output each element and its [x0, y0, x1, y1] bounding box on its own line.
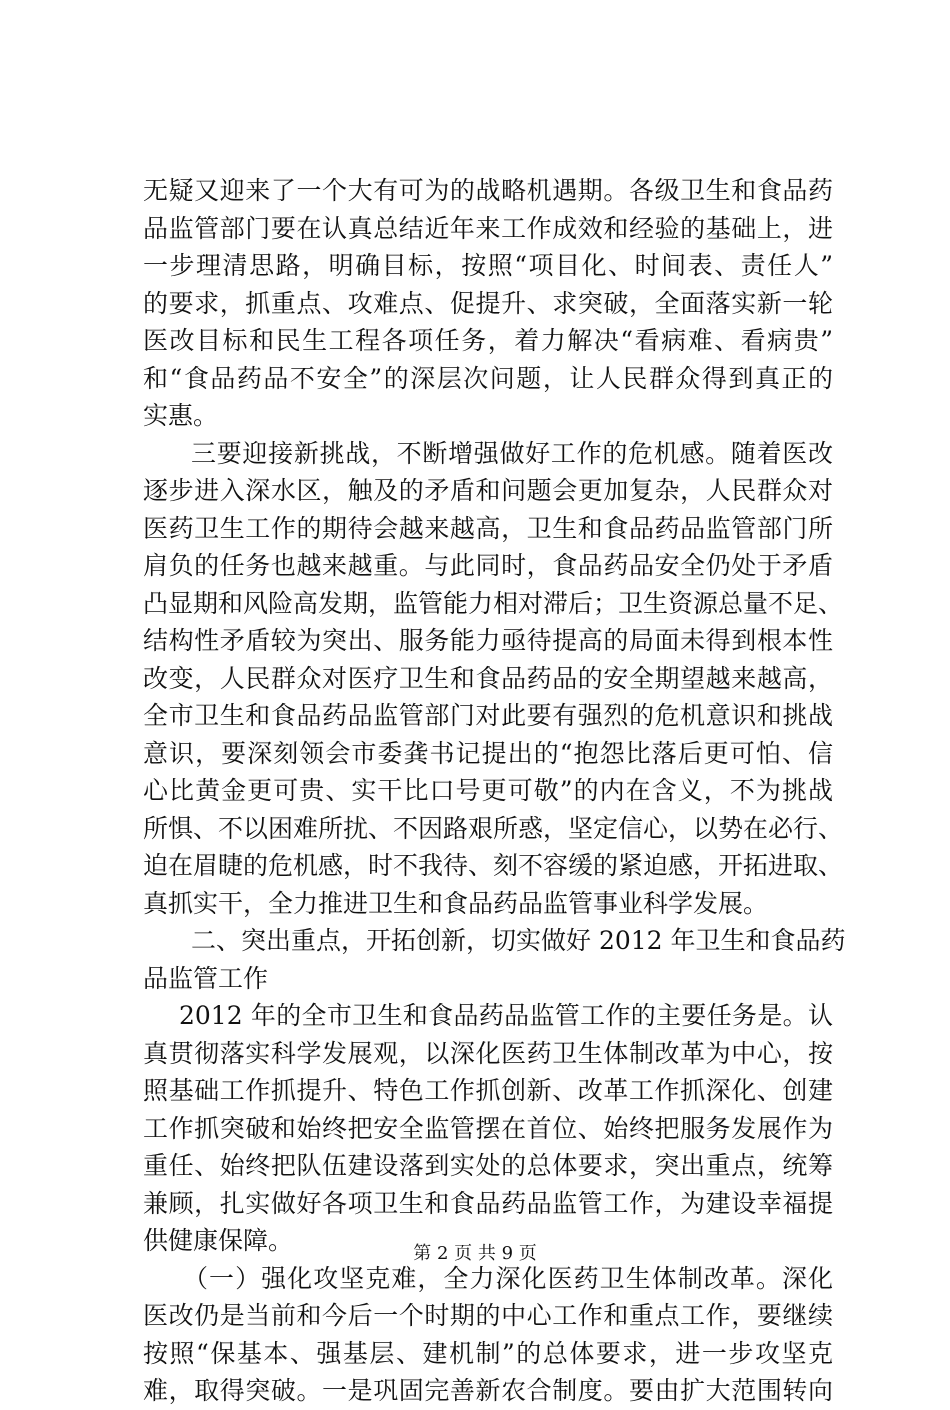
text-line: 品监管部门要在认真总结近年来工作成效和经验的基础上，进 — [143, 213, 833, 243]
text-line: 一步理清思路，明确目标，按照“项目化、时间表、责任人” — [143, 251, 833, 280]
text-line: 肩负的任务也越来越重。与此同时，食品药品安全仍处于矛盾 — [143, 551, 833, 580]
text-line: 凸显期和风险高发期，监管能力相对滞后；卫生资源总量不足、 — [143, 588, 844, 618]
paragraph-start-line: 2012 年的全市卫生和食品药品监管工作的主要任务是。认 — [179, 1001, 833, 1030]
text-line: 心比黄金更可贵、实干比口号更可敬”的内在含义，不为挑战 — [143, 776, 833, 805]
text-line: 工作抓突破和始终把安全监管摆在首位、始终把服务发展作为 — [143, 1113, 833, 1143]
text-line: 按照“保基本、强基层、建机制”的总体要求，进一步攻坚克 — [143, 1338, 833, 1368]
text-line: 供健康保障。 — [143, 1226, 294, 1255]
text-line: 兼顾，扎实做好各项卫生和食品药品监管工作，为建设幸福提 — [143, 1188, 833, 1218]
text-line: 实惠。 — [143, 401, 219, 430]
text-line: 真抓实干，全力推进卫生和食品药品监管事业科学发展。 — [143, 888, 769, 918]
text-line: 医改目标和民生工程各项任务，着力解决“看病难、看病贵” — [143, 326, 833, 355]
text-line: 重任、始终把队伍建设落到实处的总体要求，突出重点，统筹 — [143, 1151, 833, 1180]
text-line: 难，取得突破。一是巩固完善新农合制度。要由扩大范围转向 — [143, 1376, 833, 1405]
text-line: 改变，人民群众对医疗卫生和食品药品的安全期望越来越高， — [143, 663, 833, 693]
text-line: 无疑又迎来了一个大有可为的战略机遇期。各级卫生和食品药 — [143, 176, 833, 205]
text-line: 和“食品药品不安全”的深层次问题，让人民群众得到真正的 — [143, 363, 833, 393]
paragraph-start-line: （一）强化攻坚克难，全力深化医药卫生体制改革。深化 — [183, 1263, 833, 1293]
text-line: 所惧、不以困难所扰、不因路艰所惑，坚定信心，以势在必行、 — [143, 813, 844, 843]
text-line: 医改仍是当前和今后一个时期的中心工作和重点工作，要继续 — [143, 1301, 833, 1330]
text-line: 真贯彻落实科学发展观，以深化医药卫生体制改革为中心，按 — [143, 1038, 833, 1068]
text-line: 结构性矛盾较为突出、服务能力亟待提高的局面未得到根本性 — [143, 626, 833, 655]
text-line: 照基础工作抓提升、特色工作抓创新、改革工作抓深化、创建 — [143, 1076, 833, 1105]
paragraph-start-line: 三要迎接新挑战，不断增强做好工作的危机感。随着医改 — [191, 438, 833, 468]
section-heading-line: 二、突出重点，开拓创新，切实做好 2012 年卫生和食品药 — [191, 926, 846, 955]
text-line: 逐步进入深水区，触及的矛盾和问题会更加复杂，人民群众对 — [143, 476, 833, 505]
text-line: 医药卫生工作的期待会越来越高，卫生和食品药品监管部门所 — [143, 513, 833, 543]
page-footer: 第 2 页 共 9 页 — [413, 1243, 537, 1264]
text-line: 意识，要深刻领会市委龚书记提出的“抱怨比落后更可怕、信 — [143, 738, 833, 768]
body-text — [143, 172, 846, 1410]
section-heading-line: 品监管工作 — [143, 963, 269, 993]
text-line: 全市卫生和食品药品监管部门对此要有强烈的危机意识和挑战 — [143, 701, 833, 730]
text-line: 的要求，抓重点、攻难点、促提升、求突破，全面落实新一轮 — [143, 288, 833, 318]
text-line: 迫在眉睫的危机感，时不我待、刻不容缓的紧迫感，开拓进取、 — [143, 851, 844, 880]
